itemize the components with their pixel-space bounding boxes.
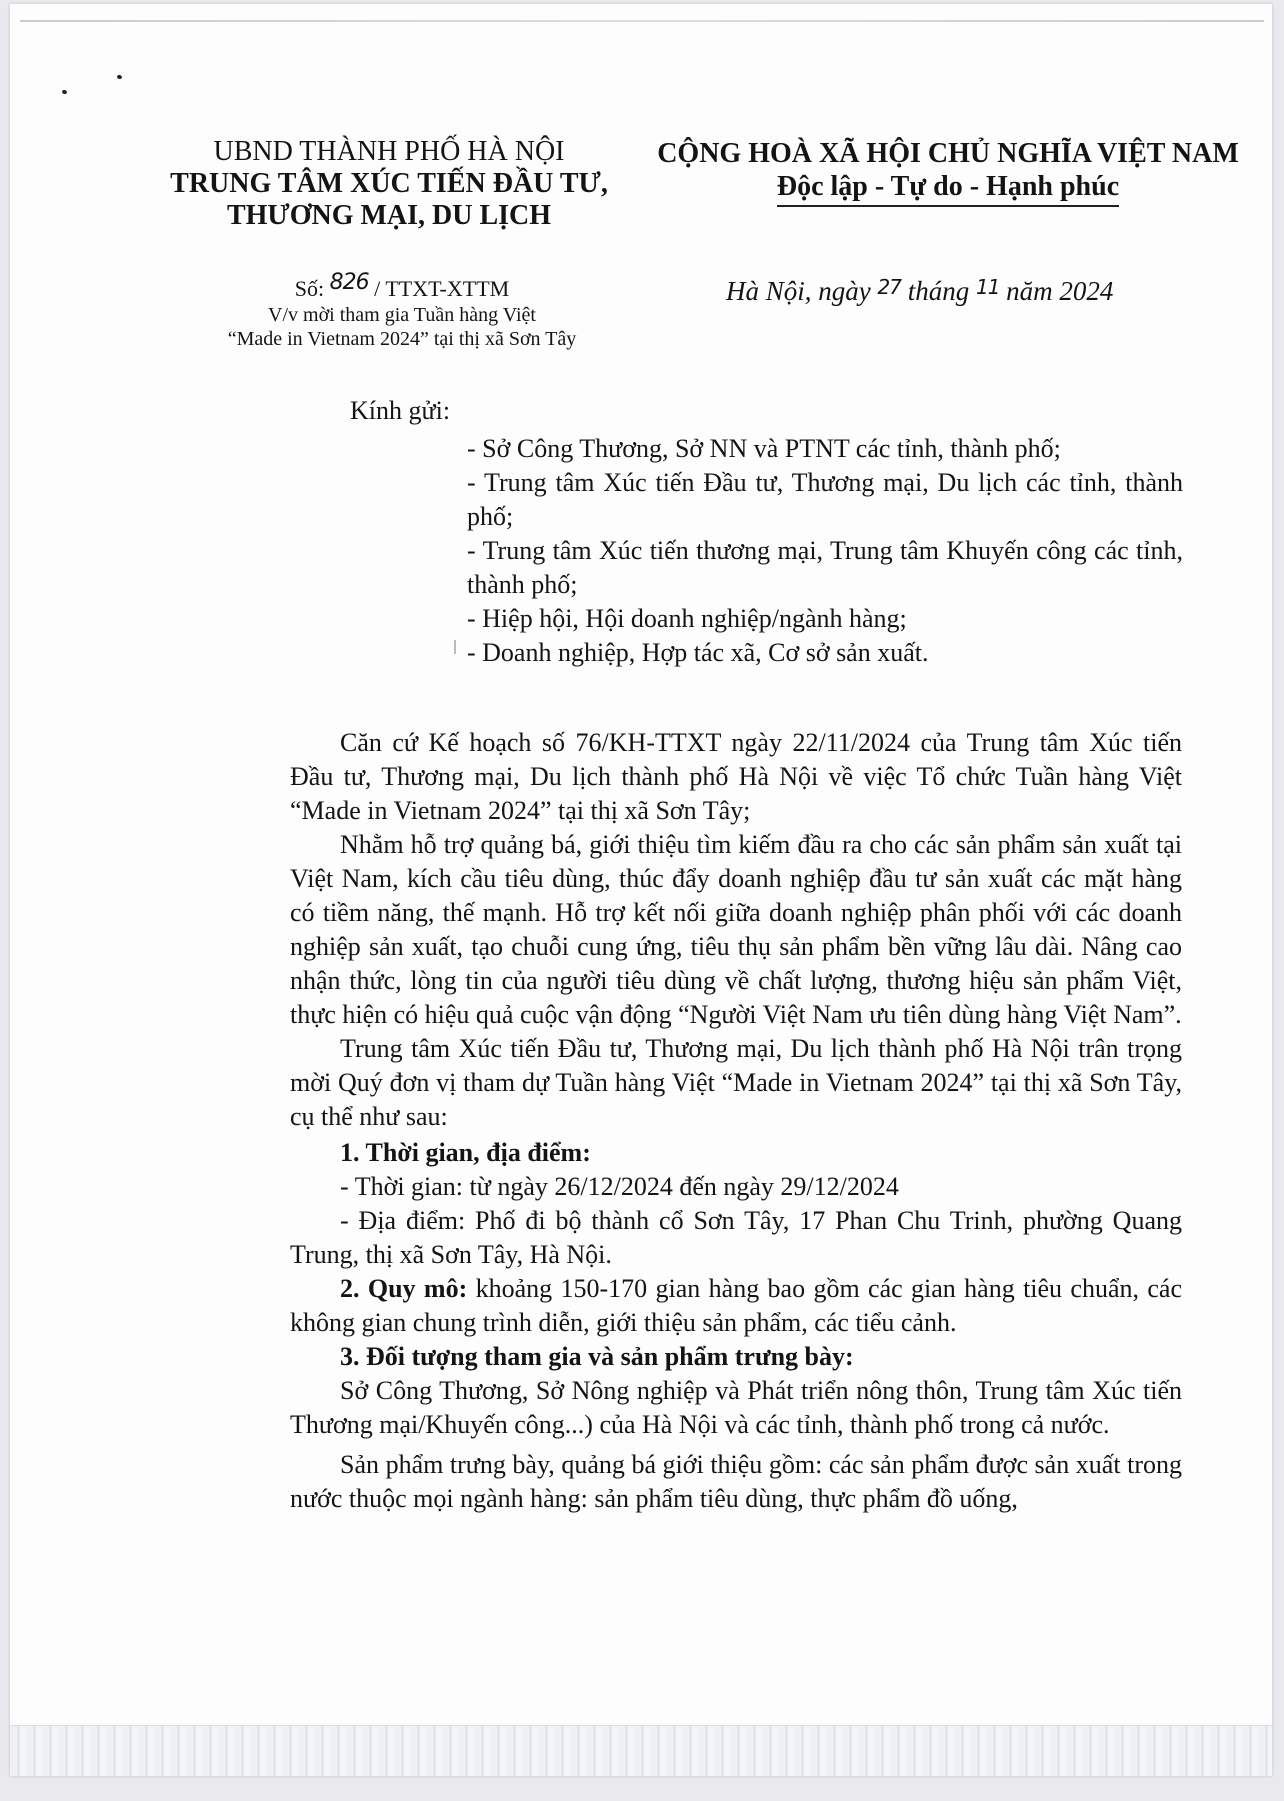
date-prefix: Hà Nội, ngày bbox=[726, 276, 871, 306]
subject-line-2: “Made in Vietnam 2024” tại thị xã Sơn Tây bbox=[227, 328, 577, 350]
document-date bbox=[726, 276, 1113, 307]
issuing-organization bbox=[150, 136, 628, 232]
scan-edge-line bbox=[20, 20, 1264, 22]
section-3-participants: Sở Công Thương, Sở Nông nghiệp và Phát triển nông thôn, Trung tâm Xúc tiến Thương mại/Khuyến công...) của Hà Nội và các tỉnh, thành phố trong cả nước. bbox=[290, 1376, 1182, 1439]
recipient-item: - Trung tâm Xúc tiến thương mại, Trung tâm Khuyến công các tỉnh, thành phố; bbox=[467, 536, 1183, 599]
scan-mark bbox=[454, 640, 456, 654]
handwritten-number: 826 bbox=[329, 270, 369, 295]
salutation: Kính gửi: bbox=[350, 396, 451, 425]
section-1-heading: 1. Thời gian, địa điểm: bbox=[340, 1138, 591, 1167]
recipient-item: - Doanh nghiệp, Hợp tác xã, Cơ sở sản xuất. bbox=[467, 638, 929, 667]
section-1-place: - Địa điểm: Phố đi bộ thành cổ Sơn Tây, 17 Phan Chu Trinh, phường Quang Trung, thị xã Sơn Tây, Hà Nội. bbox=[290, 1206, 1182, 1269]
org-name-line1: TRUNG TÂM XÚC TIẾN ĐẦU TƯ, bbox=[170, 168, 608, 199]
subject-line-1: V/v mời tham gia Tuần hàng Việt bbox=[268, 304, 536, 326]
national-header bbox=[628, 138, 1268, 207]
recipient-item: - Hiệp hội, Hội doanh nghiệp/ngành hàng; bbox=[467, 604, 907, 633]
national-motto: Độc lập - Tự do - Hạnh phúc bbox=[777, 170, 1119, 207]
org-parent: UBND THÀNH PHỐ HÀ NỘI bbox=[213, 136, 565, 167]
paragraph-legal-basis: Căn cứ Kế hoạch số 76/KH-TTXT ngày 22/11/2024 của Trung tâm Xúc tiến Đầu tư, Thương mại, Du lịch thành phố Hà Nội về việc Tổ chức Tuần hàng Việt “Made in Vietnam 2024” tại thị xã Sơn Tây; bbox=[290, 728, 1182, 825]
paragraph-invitation: Trung tâm Xúc tiến Đầu tư, Thương mại, Du lịch thành phố Hà Nội trân trọng mời Quý đơn vị tham dự Tuần hàng Việt “Made in Vietnam 2024” tại thị xã Sơn Tây, cụ thể như sau: bbox=[290, 1034, 1182, 1131]
scan-bottom-edge bbox=[10, 1725, 1272, 1776]
scan-speck bbox=[61, 89, 67, 94]
section-2-text: khoảng 150-170 gian hàng bao gồm các gian hàng tiêu chuẩn, các không gian chung trình diễn, giới thiệu sản phẩm, các tiểu cảnh. bbox=[290, 1274, 1182, 1337]
recipient-list bbox=[467, 432, 1183, 670]
reference-block bbox=[180, 270, 624, 351]
section-3-products: Sản phẩm trưng bày, quảng bá giới thiệu gồm: các sản phẩm được sản xuất trong nước thuộc mọi ngành hàng: sản phẩm tiêu dùng, thực phẩm đồ uống, bbox=[290, 1450, 1182, 1513]
number-label: Số: bbox=[294, 276, 325, 301]
number-suffix: / TTXT-XTTM bbox=[374, 276, 510, 301]
country-name: CỘNG HOÀ XÃ HỘI CHỦ NGHĨA VIỆT NAM bbox=[657, 138, 1239, 169]
handwritten-month: 11 bbox=[975, 275, 1000, 299]
recipient-item: - Sở Công Thương, Sở NN và PTNT các tỉnh, thành phố; bbox=[467, 434, 1061, 463]
scan-speck bbox=[116, 74, 122, 79]
recipient-item: - Trung tâm Xúc tiến Đầu tư, Thương mại, Du lịch các tỉnh, thành phố; bbox=[467, 468, 1183, 531]
section-3-heading: 3. Đối tượng tham gia và sản phẩm trưng bày: bbox=[340, 1342, 854, 1371]
paragraph-purpose: Nhằm hỗ trợ quảng bá, giới thiệu tìm kiếm đầu ra cho các sản phẩm sản xuất tại Việt Nam, kích cầu tiêu dùng, thúc đẩy doanh nghiệp đầu tư sản xuất các mặt hàng có tiềm năng, thế mạnh. Hỗ trợ kết nối giữa doanh nghiệp phân phối với các doanh nghiệp sản xuất, tạo chuỗi cung ứng, tiêu thụ sản phẩm bền vững lâu dài. Nâng cao nhận thức, lòng tin của người tiêu dùng về chất lượng, thương hiệu sản phẩm Việt, thực hiện có hiệu quả cuộc vận động “Người Việt Nam ưu tiên dùng hàng Việt Nam”. bbox=[290, 830, 1182, 1029]
org-name-line2: THƯƠNG MẠI, DU LỊCH bbox=[226, 200, 552, 231]
year-label: năm 2024 bbox=[1006, 276, 1114, 306]
document-number bbox=[180, 270, 624, 303]
handwritten-day: 27 bbox=[877, 275, 901, 299]
section-2-heading: 2. Quy mô: bbox=[340, 1274, 468, 1303]
section-1-time: - Thời gian: từ ngày 26/12/2024 đến ngày 29/12/2024 bbox=[340, 1172, 899, 1201]
section-2 bbox=[290, 1272, 1182, 1340]
letter-body bbox=[290, 726, 1182, 1516]
month-label: tháng bbox=[907, 276, 970, 306]
document-page bbox=[10, 4, 1272, 1776]
